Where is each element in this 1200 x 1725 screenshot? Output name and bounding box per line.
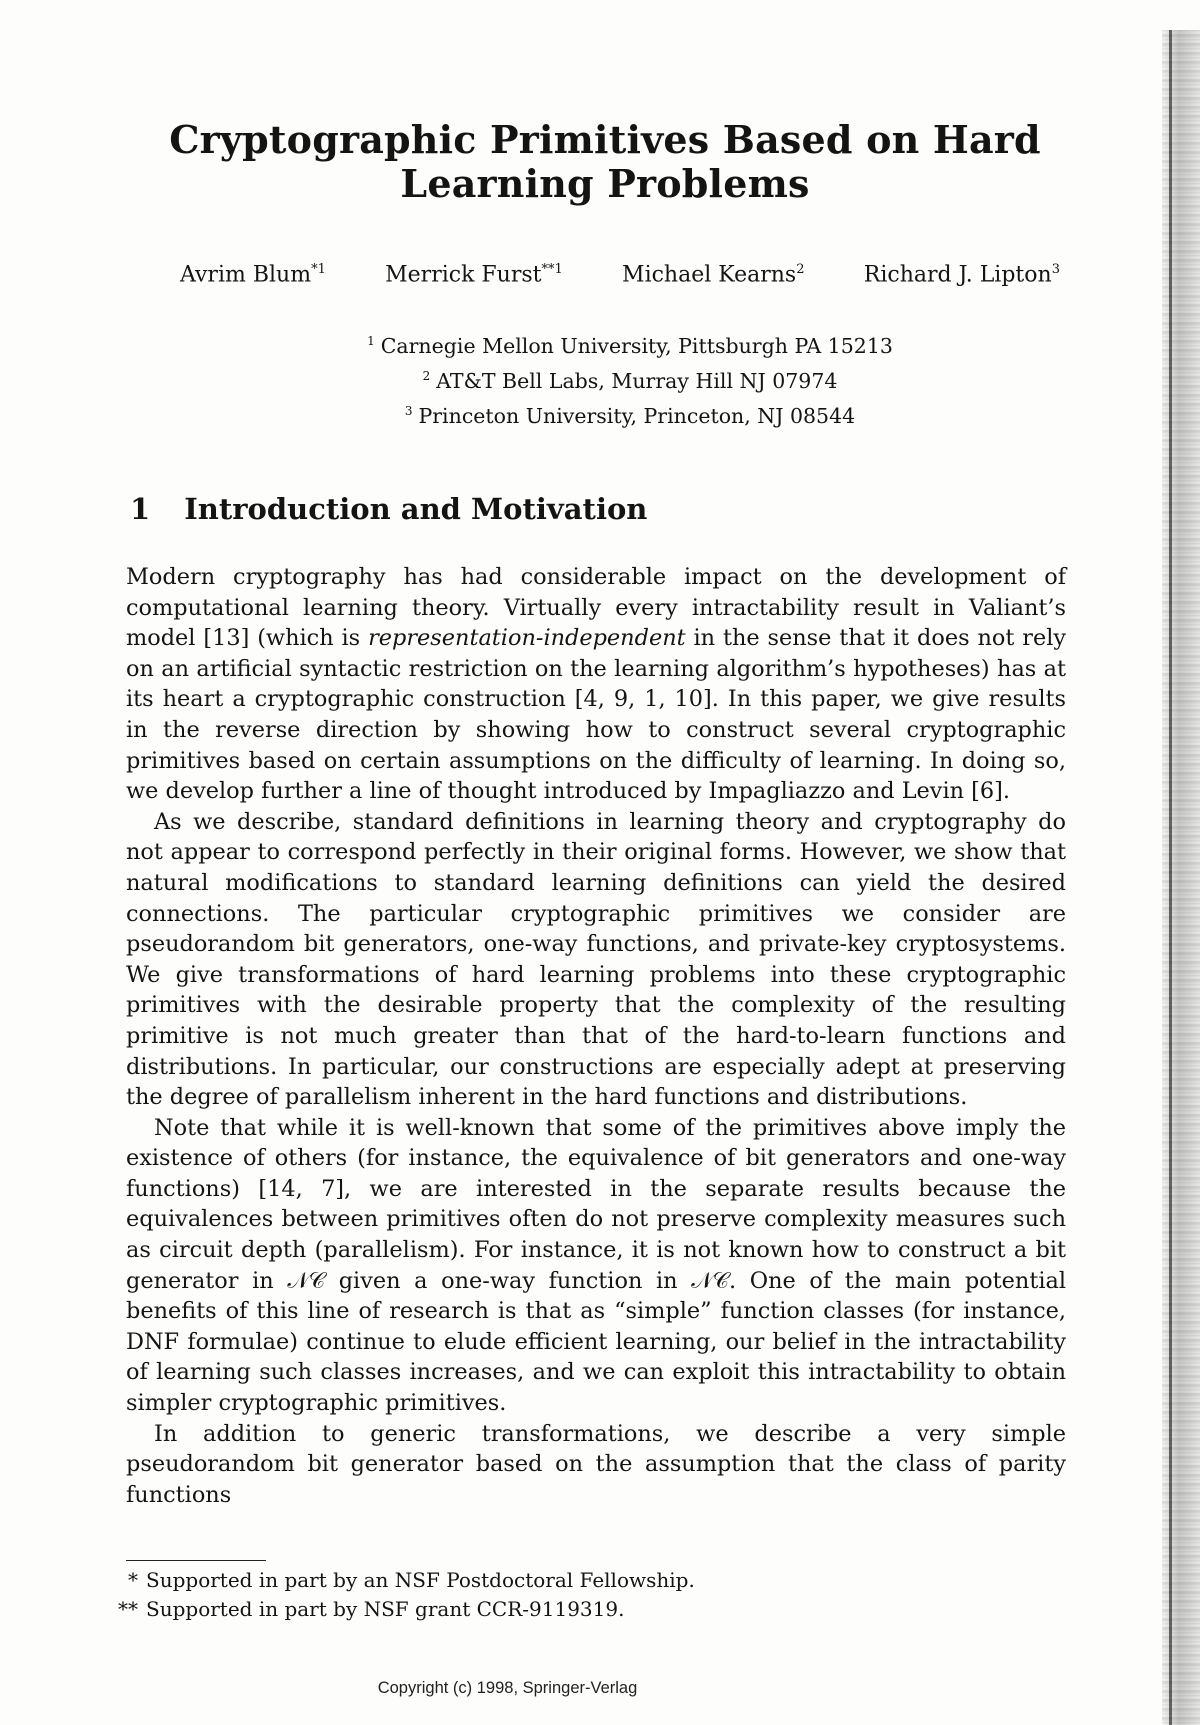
affiliation: $^3$ Princeton University, Princeton, NJ 08544: [404, 403, 856, 428]
paragraph: Modern cryptography has had considerable impact on the development of computational learning theory. Virtually every intractability result in Valiant’s model [13] (which is representation-independent in the sense that it does not rely on an artificial syntactic restriction on the learning algorithm’s hypotheses) has at its heart a cryptographic construction [4, 9, 1, 10]. In this paper, we give results in the reverse direction by showing how to construct several cryptographic primitives based on certain assumptions on the difficulty of learning. In doing so, we develop further a line of thought introduced by Impagliazzo and Levin [6].: [126, 564, 1066, 805]
scan-edge-shadow: [1169, 30, 1172, 1725]
footnote: ** Supported in part by NSF grant CCR-9119319.: [118, 1597, 625, 1621]
paragraph: As we describe, standard definitions in learning theory and cryptography do not appear to correspond perfectly in their original forms. However, we show that natural modifications to standard learning definitions can yield the desired connections. The particular cryptographic primitives we consider are pseudorandom bit generators, one-way functions, and private-key cryptosystems. We give transformations of hard learning problems into these cryptographic primitives with the desirable property that the complexity of the resulting primitive is not much greater than that of the hard-to-learn functions and distributions. In particular, our constructions are especially adept at preserving the degree of parallelism inherent in the hard functions and distributions.: [126, 808, 1066, 1111]
copyright-notice: Copyright (c) 1998, Springer-Verlag: [377, 1679, 638, 1697]
author: Richard J. Lipton$^3$: [863, 262, 1060, 288]
affiliation-list: [280, 326, 980, 430]
paragraph: In addition to generic transformations, we describe a very simple pseudorandom bit generator based on the assumption that the class of parity functions: [126, 1420, 1066, 1508]
affiliation: $^1$ Carnegie Mellon University, Pittsburgh PA 15213: [367, 333, 893, 358]
author: Michael Kearns$^2$: [622, 262, 805, 288]
paper-title: Cryptographic Primitives Based on Hard Learning Problems: [169, 117, 1041, 206]
section-number: 1: [130, 492, 151, 526]
body-text: [126, 562, 1066, 1510]
affiliation: $^2$ AT&T Bell Labs, Murray Hill NJ 07974: [422, 368, 838, 393]
section-title: Introduction and Motivation: [184, 492, 648, 526]
footnotes: [110, 1566, 1010, 1624]
paragraph: Note that while it is well-known that some of the primitives above imply the existence of others (for instance, the equivalence of bit generators and one-way functions) [14, 7], we are interested in the separate results because the equivalences between primitives often do not preserve complexity measures such as circuit depth (parallelism). For instance, it is not known how to construct a bit generator in 𝒩𝒞 given a one-way function in 𝒩𝒞. One of the main potential benefits of this line of research is that as “simple” function classes (for instance, DNF formulae) continue to elude efficient learning, our belief in the intractability of learning such classes increases, and we can exploit this intractability to obtain simpler cryptographic primitives.: [126, 1114, 1066, 1417]
scan-binding-edge: [1162, 30, 1200, 1725]
author: Merrick Furst$^{**1}$: [385, 262, 563, 288]
author: Avrim Blum$^{*1}$: [180, 262, 326, 288]
footnote: * Supported in part by an NSF Postdoctoral Fellowship.: [128, 1568, 695, 1592]
author-list: [180, 262, 1060, 287]
section-heading: [130, 492, 647, 526]
footnote-rule: [126, 1560, 266, 1561]
